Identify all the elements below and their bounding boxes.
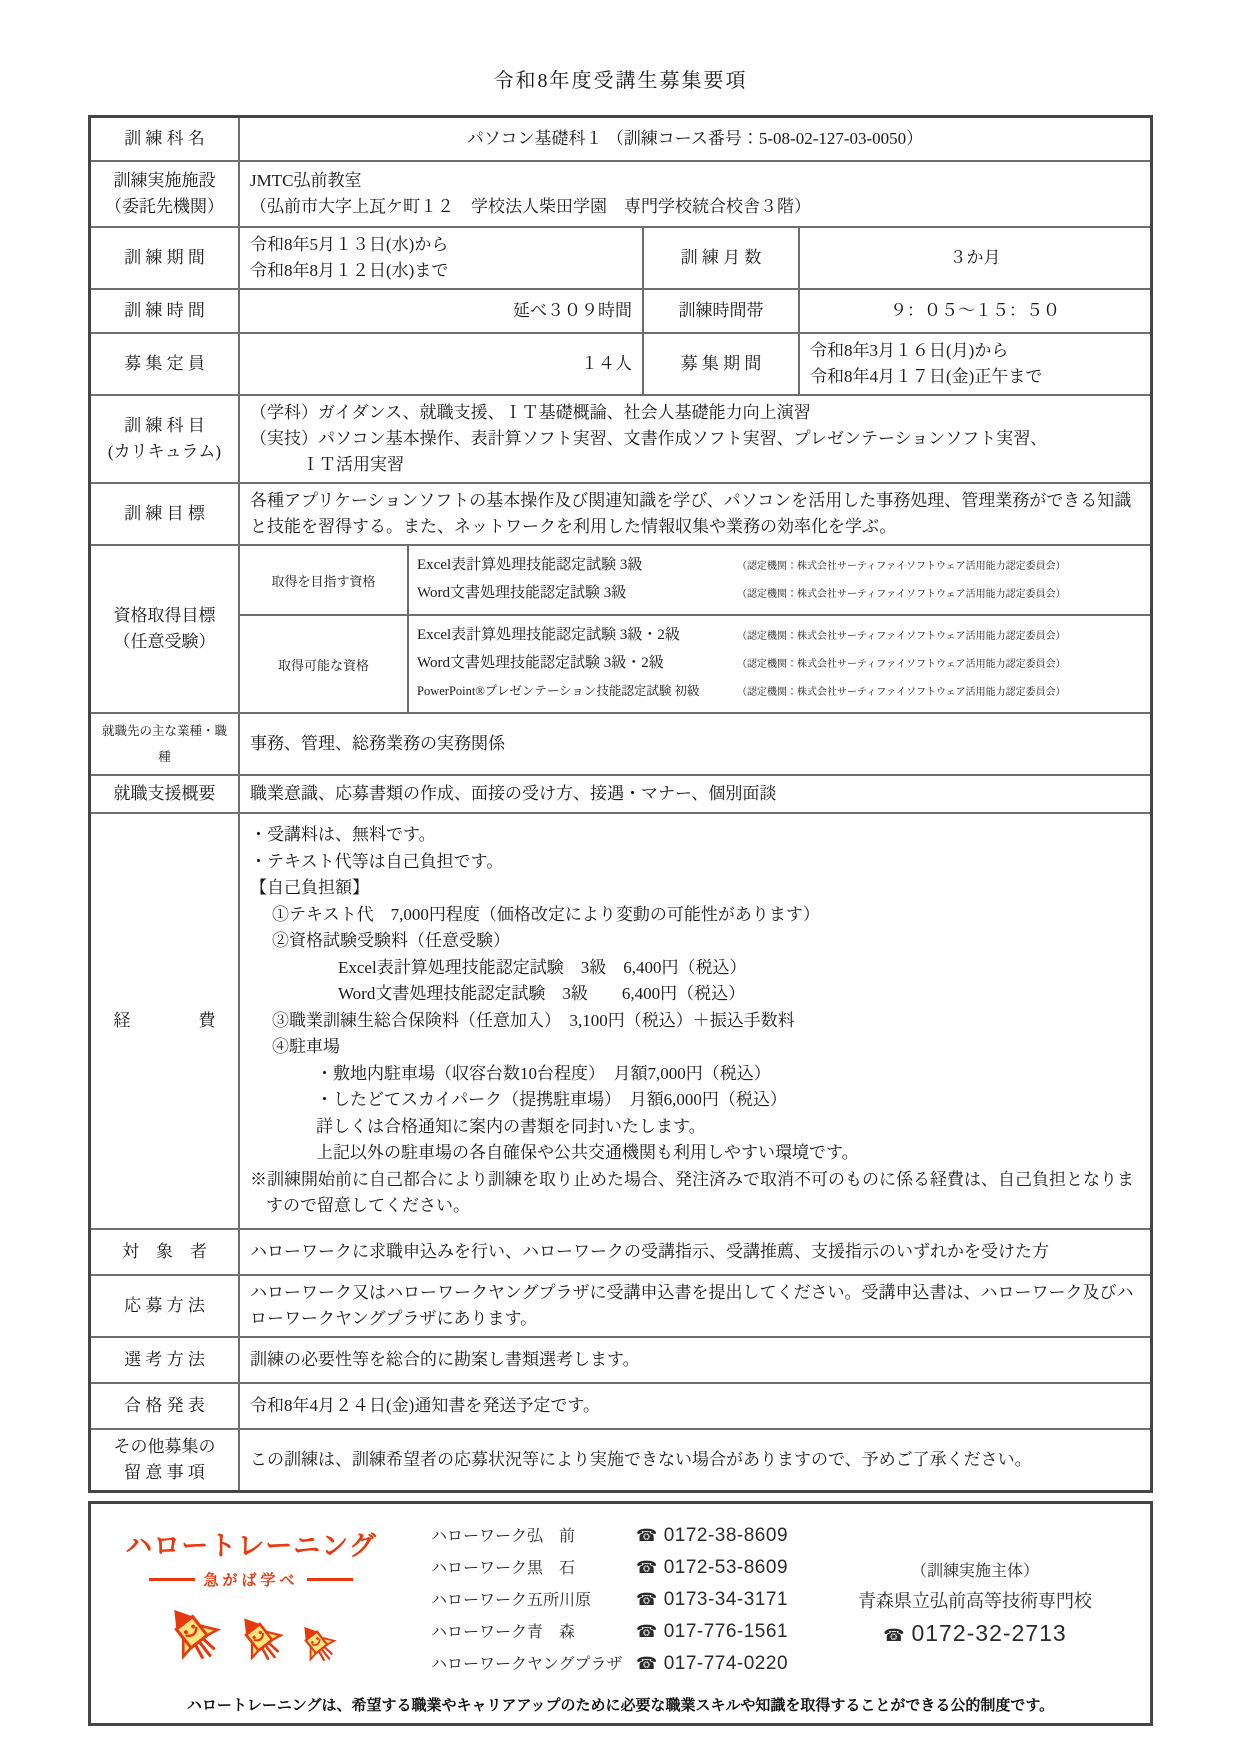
expense-line: Excel表計算処理技能認定試験 3級 6,400円（税込） — [338, 957, 747, 977]
timeband-value: ９：０５～１５：５０ — [890, 301, 1060, 320]
screening-label: 選 考 方 法 — [91, 1338, 240, 1382]
application-value: ハローワーク又はハローワークヤングプラザに受講申込書を提出してください。受講申込書は、ハローワーク及びハローワークヤングプラザにあります。 — [250, 1282, 1134, 1328]
contact-row — [431, 1552, 810, 1584]
recruit-from: 令和8年3月１６日(月)から — [810, 341, 1009, 360]
page-title: 令和8年度受講生募集要項 — [493, 70, 748, 92]
cert-item — [417, 650, 1142, 678]
expense-line: ④駐車場 — [272, 1037, 340, 1056]
subjects-gakka: （学科）ガイダンス、就職支援、ＩＴ基礎概論、社会人基礎能力向上演習 — [250, 403, 811, 422]
hours-value: 延べ３０９時間 — [513, 301, 632, 320]
expense-line: ・したどてスカイパーク（提携駐車場） 月額6,000円（税込） — [316, 1090, 787, 1109]
training-name-value: パソコン基礎科１ （訓練コース番号：5-08-02-127-03-0050） — [466, 129, 924, 148]
industries-value: 事務、管理、総務業務の実務関係 — [250, 734, 505, 753]
contact-name: ハローワーク弘 前 — [431, 1527, 576, 1545]
recruit-period-label: 募 集 期 間 — [642, 334, 800, 394]
expense-line: ②資格試験受験料（任意受験） — [272, 931, 510, 950]
other-notes-label-line2: 留 意 事 項 — [124, 1462, 205, 1482]
organizer-label: （訓練実施主体） — [910, 1562, 1039, 1580]
expense-line: ・敷地内駐車場（収容台数10台程度） 月額7,000円（税込） — [316, 1063, 771, 1083]
facility-value — [240, 162, 1150, 226]
phone-icon: ☎ — [636, 1589, 658, 1609]
cert-org: （認定機関：株式会社サーティファイソフトウェア活用能力認定委員会） — [737, 589, 1066, 600]
phone-icon: ☎ — [636, 1653, 658, 1673]
tagline-dash-left — [149, 1578, 195, 1581]
phone-number: 0172-32-2713 — [911, 1619, 1067, 1646]
months-label: 訓 練 月 数 — [642, 228, 800, 288]
expense-line: 【自己負担額】 — [250, 878, 369, 897]
phone-icon: ☎ — [636, 1621, 658, 1641]
timeband-label: 訓練時間帯 — [642, 290, 800, 332]
row-capacity — [91, 334, 1150, 396]
contact-phone — [636, 1552, 788, 1583]
row-training-hours — [91, 290, 1150, 334]
phone-icon: ☎ — [636, 1557, 658, 1577]
cert-org: （認定機関：株式会社サーティファイソフトウェア活用能力認定委員会） — [737, 687, 1066, 698]
subjects-label-line1: 訓 練 科 目 — [124, 416, 205, 435]
logo-title: ハロートレーニング — [125, 1530, 377, 1561]
cert-name: Word文書処理技能認定試験 3級 — [417, 585, 627, 601]
industries-label: 就職先の主な業種・職種 — [91, 714, 240, 774]
cert-label-line1: 資格取得目標 — [113, 606, 216, 625]
cert-item — [417, 552, 1142, 580]
cert-target-label: 取得を目指す資格 — [240, 546, 409, 614]
phone-number: 017-776-1561 — [663, 1620, 789, 1642]
footer-columns — [101, 1518, 1140, 1680]
row-other-notes — [91, 1430, 1150, 1490]
recruit-period-value — [800, 334, 1150, 394]
period-to: 令和8年8月１２日(水)まで — [250, 261, 449, 280]
rocket-mascots — [161, 1600, 341, 1666]
row-eligibility — [91, 1230, 1150, 1276]
row-application — [91, 1276, 1150, 1338]
job-support-value: 職業意識、応募書類の作成、面接の受け方、接遇・マナー、個別面談 — [250, 784, 777, 803]
contact-phone — [636, 1616, 788, 1647]
other-notes-label-line1: その他募集の — [113, 1436, 216, 1456]
cert-org: （認定機関：株式会社サーティファイソフトウェア活用能力認定委員会） — [737, 659, 1066, 670]
phone-number: 0173-34-3171 — [663, 1588, 789, 1610]
expense-line: 上記以外の駐車場の各自確保や公共交通機関も利用しやすい環境です。 — [316, 1143, 859, 1162]
other-notes-label — [91, 1430, 240, 1490]
cert-item — [417, 678, 1142, 706]
results-label: 合 格 発 表 — [91, 1384, 240, 1428]
row-expenses — [91, 814, 1150, 1230]
phone-number: 0172-38-8609 — [663, 1524, 789, 1546]
contact-row — [431, 1520, 810, 1552]
cert-item — [417, 580, 1142, 608]
period-label: 訓 練 期 間 — [91, 228, 240, 288]
rocket-mascot-icon — [233, 1610, 289, 1666]
organizer-phone — [810, 1616, 1140, 1653]
cert-org: （認定機関：株式会社サーティファイソフトウェア活用能力認定委員会） — [737, 631, 1066, 642]
cert-possible-row — [240, 616, 1150, 712]
row-subjects — [91, 396, 1150, 484]
expenses-value — [240, 814, 1150, 1228]
period-value — [240, 228, 642, 288]
expense-line: ・テキスト代等は自己負担です。 — [250, 851, 504, 871]
facility-label — [91, 162, 240, 226]
row-industries — [91, 714, 1150, 776]
cert-target-list — [409, 546, 1150, 614]
phone-icon: ☎ — [636, 1525, 658, 1545]
rocket-mascot-icon — [295, 1620, 341, 1666]
contact-name: ハローワーク青 森 — [431, 1623, 576, 1641]
facility-address: （弘前市大字上瓦ケ町１２ 学校法人柴田学園 専門学校統合校舎３階） — [250, 197, 811, 216]
recruitment-table — [88, 115, 1153, 1493]
training-name-label: 訓 練 科 名 — [91, 118, 240, 160]
hellowork-contacts — [401, 1518, 810, 1680]
contact-row — [431, 1648, 810, 1680]
cert-name: Word文書処理技能認定試験 3級・2級 — [417, 655, 664, 671]
cert-label-line2: （任意受験） — [113, 632, 216, 651]
subjects-label — [91, 396, 240, 482]
expense-line: 詳しくは合格通知に案内の書類を同封いたします。 — [316, 1116, 706, 1136]
expense-line: ①テキスト代 7,000円程度（価格改定により変動の可能性があります） — [272, 904, 820, 924]
cert-name: PowerPoint®プレゼンテーション技能認定試験 初級 — [417, 684, 700, 698]
other-notes-value: この訓練は、訓練希望者の応募状況等により実施できない場合がありますので、予めご了承ください。 — [250, 1449, 1032, 1469]
eligibility-label: 対 象 者 — [91, 1230, 240, 1274]
rocket-mascot-icon — [161, 1600, 227, 1666]
subjects-jitsugi2: ＩＴ活用実習 — [302, 455, 404, 474]
subjects-label-line2: (カリキュラム) — [107, 442, 222, 461]
contact-name: ハローワーク黒 石 — [431, 1559, 576, 1577]
goal-label: 訓 練 目 標 — [91, 484, 240, 544]
facility-label-line2: （委託先機関） — [105, 197, 224, 216]
footer-note: ハロートレーニングは、希望する職業やキャリアアップのために必要な職業スキルや知識を取得することができる公的制度です。 — [186, 1696, 1055, 1714]
subjects-jitsugi: （実技）パソコン基本操作、表計算ソフト実習、文書作成ソフト実習、プレゼンテーションソフト実習、 — [250, 429, 1048, 448]
job-support-label: 就職支援概要 — [91, 776, 240, 812]
results-value: 令和8年4月２４日(金)通知書を発送予定です。 — [250, 1395, 600, 1415]
cert-target-row — [240, 546, 1150, 616]
contact-phone — [636, 1648, 788, 1679]
contact-name: ハローワーク五所川原 — [431, 1591, 592, 1609]
eligibility-value: ハローワークに求職申込みを行い、ハローワークの受講指示、受講推薦、支援指示のいずれかを受けた方 — [250, 1241, 1049, 1261]
row-screening — [91, 1338, 1150, 1384]
phone-icon: ☎ — [883, 1625, 906, 1645]
goal-value: 各種アプリケーションソフトの基本操作及び関連知識を学び、パソコンを活用した事務処理、管理業務ができる知識と技能を習得する。また、ネットワークを利用した情報収集や業務の効率化を学ぶ。 — [250, 491, 1132, 536]
period-from: 令和8年5月１３日(水)から — [250, 235, 449, 254]
phone-number: 0172-53-8609 — [663, 1556, 789, 1578]
cert-name: Excel表計算処理技能認定試験 3級 — [417, 557, 643, 573]
contact-name: ハローワークヤングプラザ — [431, 1655, 623, 1673]
contact-phone — [636, 1584, 788, 1615]
facility-name: JMTC弘前教室 — [250, 171, 362, 190]
application-label: 応 募 方 法 — [91, 1276, 240, 1336]
facility-label-line1: 訓練実施施設 — [113, 171, 216, 190]
subjects-value — [240, 396, 1150, 482]
months-value: ３か月 — [949, 248, 1001, 267]
row-training-name — [91, 118, 1150, 162]
cert-subtable — [240, 546, 1150, 712]
hours-label: 訓 練 時 間 — [91, 290, 240, 332]
row-facility — [91, 162, 1150, 228]
organizer — [810, 1518, 1140, 1653]
screening-value: 訓練の必要性等を総合的に勘案し書類選考します。 — [250, 1349, 640, 1369]
cert-org: （認定機関：株式会社サーティファイソフトウェア活用能力認定委員会） — [737, 561, 1066, 572]
row-results — [91, 1384, 1150, 1430]
expenses-label: 経 費 — [91, 814, 240, 1228]
organizer-name: 青森県立弘前高等技術専門校 — [858, 1590, 1092, 1611]
contact-row — [431, 1616, 810, 1648]
expense-line: Word文書処理技能認定試験 3級 6,400円（税込） — [338, 984, 746, 1003]
contact-row — [431, 1584, 810, 1616]
cert-label — [91, 546, 240, 712]
row-training-period — [91, 228, 1150, 290]
capacity-label: 募 集 定 員 — [91, 334, 240, 394]
row-job-support — [91, 776, 1150, 814]
cert-name: Excel表計算処理技能認定試験 3級・2級 — [417, 627, 680, 643]
expense-line: ・受講料は、無料です。 — [250, 825, 436, 844]
tagline-text: 急がば学べ — [203, 1571, 299, 1589]
phone-number: 017-774-0220 — [663, 1652, 789, 1674]
footer — [88, 1501, 1153, 1726]
expense-line: ③職業訓練生総合保険料（任意加入） 3,100円（税込）＋振込手数料 — [272, 1010, 795, 1030]
logo-tagline — [141, 1569, 360, 1590]
capacity-value: １４人 — [581, 354, 632, 373]
row-goal — [91, 484, 1150, 546]
contact-phone — [636, 1520, 788, 1551]
expense-line: ※訓練開始前に自己都合により訓練を取り止めた場合、発注済みで取消不可のものに係る経費は、自己負担となりますので留意してください。 — [250, 1169, 1134, 1215]
cert-possible-label: 取得可能な資格 — [240, 616, 409, 712]
row-certifications — [91, 546, 1150, 714]
cert-item — [417, 622, 1142, 650]
tagline-dash-right — [307, 1578, 353, 1581]
recruit-to: 令和8年4月１７日(金)正午まで — [810, 367, 1043, 386]
cert-possible-list — [409, 616, 1150, 712]
hello-training-logo — [101, 1518, 401, 1666]
